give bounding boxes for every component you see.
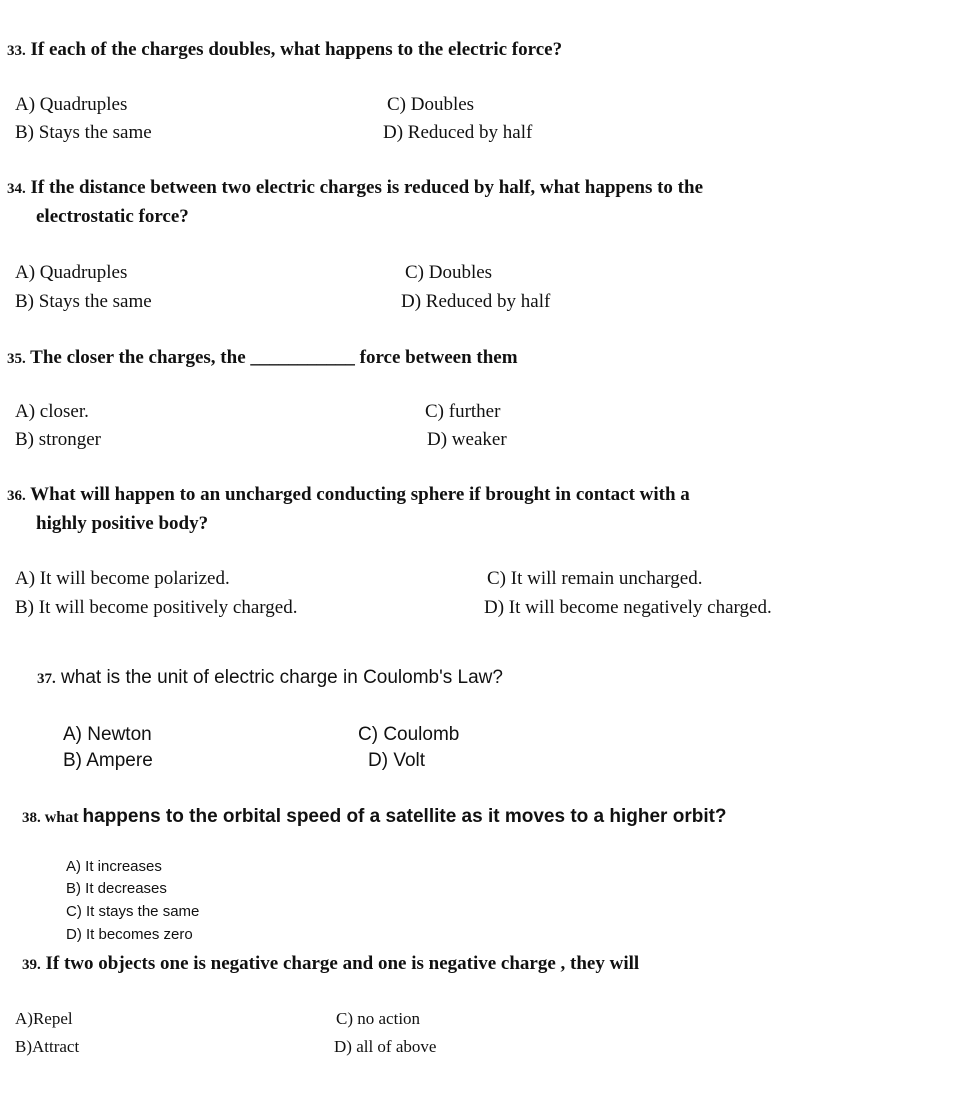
question-text: The closer the charges, the ___________ force between them — [30, 347, 518, 368]
question-text: What will happen to an uncharged conducting sphere if brought in contact with a — [30, 484, 690, 505]
option-c[interactable]: C) no action — [336, 1009, 421, 1028]
option-b[interactable]: B) Ampere — [63, 750, 153, 771]
option-c[interactable]: C) Doubles — [405, 262, 493, 283]
option-b[interactable]: B) It decreases — [66, 880, 167, 897]
option-d[interactable]: D) Reduced by half — [401, 291, 551, 312]
option-c[interactable]: C) Coulomb — [358, 724, 460, 745]
question-38 — [22, 806, 727, 828]
option-b[interactable]: B) Stays the same — [15, 291, 152, 312]
option-a[interactable]: A) Quadruples — [15, 94, 128, 115]
option-b[interactable]: B) Stays the same — [15, 122, 152, 143]
option-d[interactable]: D) It becomes zero — [66, 926, 193, 943]
question-number: 39. — [22, 957, 41, 973]
option-d[interactable]: D) Volt — [368, 750, 426, 771]
option-c[interactable]: C) Doubles — [387, 94, 475, 115]
question-36-line2: highly positive body? — [36, 513, 209, 534]
option-d[interactable]: D) all of above — [334, 1037, 437, 1056]
question-number: 38. — [22, 810, 41, 826]
option-c[interactable]: C) It stays the same — [66, 903, 200, 920]
option-a[interactable]: A) closer. — [15, 401, 89, 422]
question-39 — [22, 951, 639, 978]
option-a[interactable]: A) It will become polarized. — [15, 568, 230, 589]
question-text: If two objects one is negative charge and one is negative charge , they will — [45, 953, 640, 974]
question-37 — [37, 667, 503, 689]
option-d[interactable]: D) weaker — [427, 429, 507, 450]
question-text: happens to the orbital speed of a satellite as it moves to a higher orbit? — [82, 806, 727, 827]
option-b[interactable]: B) It will become positively charged. — [15, 597, 298, 618]
question-text: what is the unit of electric charge in Coulomb's Law? — [61, 667, 503, 688]
question-number: 33. — [7, 43, 26, 59]
option-b[interactable]: B)Attract — [15, 1037, 80, 1056]
option-d[interactable]: D) Reduced by half — [383, 122, 533, 143]
option-a[interactable]: A) Newton — [63, 724, 152, 745]
question-34-line2: electrostatic force? — [36, 206, 189, 227]
question-34 — [7, 175, 703, 202]
option-c[interactable]: C) further — [425, 401, 501, 422]
question-36 — [7, 482, 690, 509]
option-a[interactable]: A) Quadruples — [15, 262, 128, 283]
question-number: 36. — [7, 488, 26, 504]
option-a[interactable]: A) It increases — [66, 858, 162, 875]
question-35 — [7, 345, 518, 372]
question-number: 35. — [7, 351, 26, 367]
question-lead: what — [44, 809, 79, 826]
question-number: 37. — [37, 671, 56, 687]
question-number: 34. — [7, 181, 26, 197]
option-c[interactable]: C) It will remain uncharged. — [487, 568, 703, 589]
question-text: If each of the charges doubles, what happens to the electric force? — [30, 39, 563, 60]
question-text: If the distance between two electric charges is reduced by half, what happens to the — [30, 177, 704, 198]
question-33 — [7, 37, 562, 64]
option-b[interactable]: B) stronger — [15, 429, 102, 450]
option-a[interactable]: A)Repel — [15, 1009, 73, 1028]
option-d[interactable]: D) It will become negatively charged. — [484, 597, 772, 618]
